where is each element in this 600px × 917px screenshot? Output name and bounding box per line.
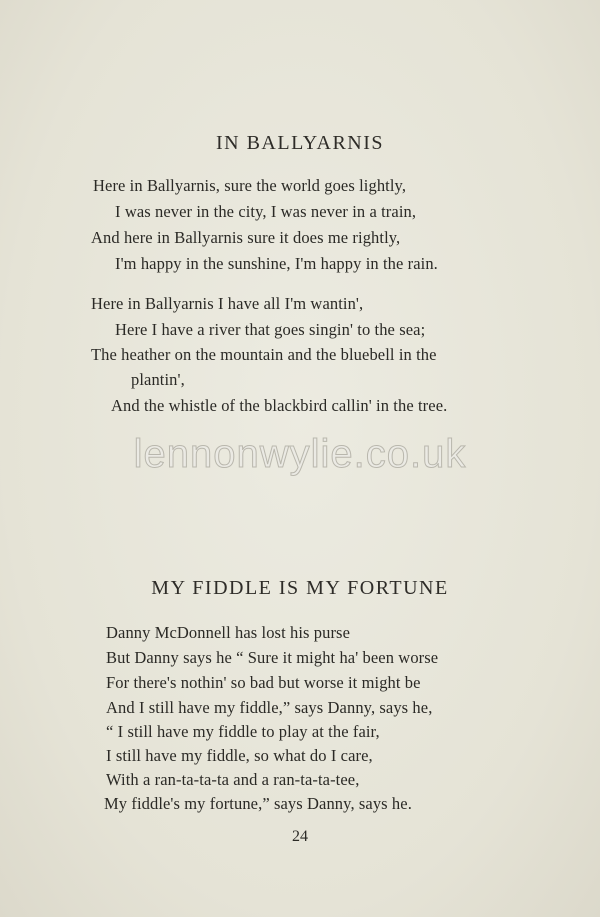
poem-line: With a ran-ta-ta-ta and a ran-ta-ta-tee, <box>106 770 360 789</box>
poem-title-in-ballyarnis: IN BALLYARNIS <box>215 132 385 154</box>
poem-line: Here I have a river that goes singin' to the sea; <box>115 320 426 339</box>
poem-line: “ I still have my fiddle to play at the fair, <box>106 722 380 741</box>
poem-line: But Danny says he “ Sure it might ha' been worse <box>106 648 439 667</box>
poem-line: And the whistle of the blackbird callin' in the tree. <box>111 396 448 415</box>
poem-line: I'm happy in the sunshine, I'm happy in the rain. <box>115 254 438 273</box>
poem-line: My fiddle's my fortune,” says Danny, says he. <box>104 794 412 813</box>
poem-line: Danny McDonnell has lost his purse <box>106 623 350 642</box>
poem-title-my-fiddle: MY FIDDLE IS MY FORTUNE <box>151 577 449 599</box>
poem-line: I was never in the city, I was never in a train, <box>115 202 417 221</box>
poem-line: plantin', <box>131 370 185 389</box>
poem-line: Here in Ballyarnis I have all I'm wantin', <box>91 294 364 313</box>
poem-line: And here in Ballyarnis sure it does me rightly, <box>91 228 401 247</box>
poem-line: And I still have my fiddle,” says Danny, says he, <box>106 698 433 717</box>
poem-line: Here in Ballyarnis, sure the world goes lightly, <box>93 176 407 195</box>
poem-line: I still have my fiddle, so what do I care, <box>106 746 373 765</box>
page-number: 24 <box>292 828 308 845</box>
watermark: lennonwylie.co.uk <box>133 432 467 476</box>
poem-line: The heather on the mountain and the bluebell in the <box>91 345 437 364</box>
poem-line: For there's nothin' so bad but worse it might be <box>106 673 421 692</box>
